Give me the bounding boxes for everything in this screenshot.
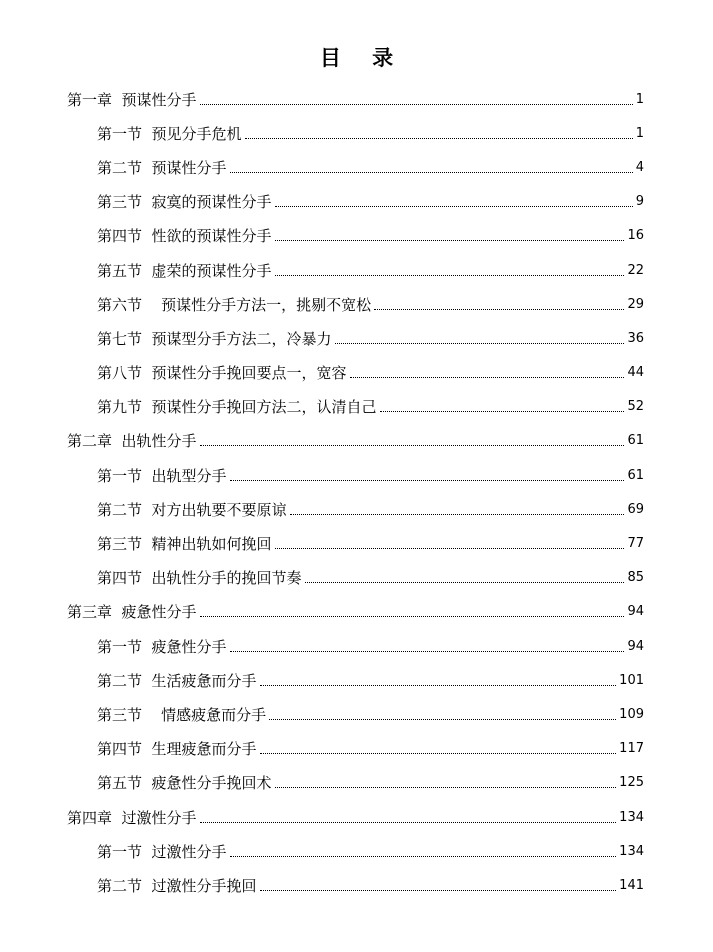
toc-section-entry[interactable] (0, 663, 713, 697)
toc-section-entry[interactable] (0, 526, 713, 560)
toc-entry-label: 第三节 情感疲惫而分手 (97, 705, 267, 724)
toc-entry-label: 第一章 预谋性分手 (67, 90, 197, 109)
toc-page-number: 1 (635, 125, 644, 141)
toc-page-number: 69 (627, 501, 644, 517)
toc-page-number: 134 (619, 809, 644, 825)
toc-entry-label: 第六节 预谋性分手方法一，挑剔不宽松 (97, 295, 372, 314)
toc-page-number: 22 (627, 262, 644, 278)
toc-entry-label: 第一节 疲惫性分手 (97, 637, 227, 656)
toc-dot-leader (230, 172, 633, 173)
toc-entry-label: 第九节 预谋性分手挽回方法二，认清自己 (97, 398, 377, 417)
toc-entry-label: 第二节 生活疲惫而分手 (97, 671, 257, 690)
toc-page-number: 94 (627, 604, 644, 620)
toc-page-number: 109 (619, 706, 644, 722)
toc-section-entry[interactable] (0, 150, 713, 184)
toc-chapter-entry[interactable] (0, 800, 713, 834)
toc-entry-label: 第四章 过激性分手 (67, 808, 197, 827)
toc-page-number: 141 (619, 877, 644, 893)
toc-dot-leader (230, 480, 625, 481)
toc-dot-leader (269, 719, 616, 720)
toc-dot-leader (200, 445, 625, 446)
toc-section-entry[interactable] (0, 868, 713, 902)
toc-dot-leader (305, 582, 625, 583)
toc-section-entry[interactable] (0, 492, 713, 526)
toc-entry-label: 第二节 预谋性分手 (97, 158, 227, 177)
toc-dot-leader (290, 514, 625, 515)
toc-section-entry[interactable] (0, 834, 713, 868)
toc-section-entry[interactable] (0, 390, 713, 424)
table-of-contents (0, 82, 713, 903)
toc-section-entry[interactable] (0, 732, 713, 766)
toc-page-number: 125 (619, 775, 644, 791)
toc-entry-label: 第四节 出轨性分手的挽回节奏 (97, 569, 302, 588)
toc-page-number: 117 (619, 741, 644, 757)
toc-dot-leader (260, 890, 617, 891)
toc-page-number: 1 (635, 91, 644, 107)
toc-dot-leader (275, 206, 633, 207)
toc-section-entry[interactable] (0, 629, 713, 663)
toc-page-number: 94 (627, 638, 644, 654)
toc-dot-leader (230, 651, 625, 652)
toc-entry-label: 第五节 虚荣的预谋性分手 (97, 261, 272, 280)
toc-dot-leader (374, 309, 624, 310)
toc-entry-label: 第二节 对方出轨要不要原谅 (97, 500, 287, 519)
toc-page-number: 101 (619, 672, 644, 688)
toc-section-entry[interactable] (0, 766, 713, 800)
toc-dot-leader (245, 138, 633, 139)
toc-dot-leader (275, 787, 617, 788)
toc-section-entry[interactable] (0, 116, 713, 150)
toc-entry-label: 第三节 寂寞的预谋性分手 (97, 193, 272, 212)
toc-page-number: 52 (627, 399, 644, 415)
toc-page-number: 4 (635, 159, 644, 175)
toc-dot-leader (380, 411, 625, 412)
toc-section-entry[interactable] (0, 253, 713, 287)
toc-section-entry[interactable] (0, 458, 713, 492)
toc-section-entry[interactable] (0, 185, 713, 219)
toc-section-entry[interactable] (0, 356, 713, 390)
toc-page-number: 44 (627, 365, 644, 381)
toc-page-number: 36 (627, 330, 644, 346)
toc-page-number: 85 (627, 570, 644, 586)
toc-section-entry[interactable] (0, 219, 713, 253)
toc-entry-label: 第五节 疲惫性分手挽回术 (97, 774, 272, 793)
toc-page-number: 16 (627, 228, 644, 244)
page-title: 目 录 (319, 46, 406, 70)
toc-dot-leader (260, 685, 617, 686)
toc-dot-leader (200, 822, 617, 823)
toc-page-number: 77 (627, 536, 644, 552)
toc-entry-label: 第七节 预谋型分手方法二，冷暴力 (97, 329, 332, 348)
toc-entry-label: 第一节 过激性分手 (97, 842, 227, 861)
toc-chapter-entry[interactable] (0, 424, 713, 458)
toc-entry-label: 第一节 预见分手危机 (97, 124, 242, 143)
toc-entry-label: 第四节 性欲的预谋性分手 (97, 227, 272, 246)
toc-entry-label: 第八节 预谋性分手挽回要点一，宽容 (97, 364, 347, 383)
toc-chapter-entry[interactable] (0, 82, 713, 116)
toc-dot-leader (275, 240, 625, 241)
toc-dot-leader (230, 856, 617, 857)
toc-page-number: 134 (619, 843, 644, 859)
toc-dot-leader (350, 377, 625, 378)
toc-page-number: 29 (627, 296, 644, 312)
toc-page-number: 9 (635, 194, 644, 210)
toc-entry-label: 第一节 出轨型分手 (97, 466, 227, 485)
toc-entry-label: 第四节 生理疲惫而分手 (97, 740, 257, 759)
toc-page-number: 61 (627, 433, 644, 449)
toc-dot-leader (335, 343, 625, 344)
toc-entry-label: 第三节 精神出轨如何挽回 (97, 535, 272, 554)
toc-dot-leader (200, 104, 633, 105)
toc-entry-label: 第三章 疲惫性分手 (67, 603, 197, 622)
toc-section-entry[interactable] (0, 287, 713, 321)
toc-section-entry[interactable] (0, 561, 713, 595)
toc-dot-leader (275, 275, 625, 276)
toc-page-number: 61 (627, 467, 644, 483)
toc-section-entry[interactable] (0, 697, 713, 731)
toc-dot-leader (260, 753, 617, 754)
toc-dot-leader (275, 548, 625, 549)
toc-entry-label: 第二章 出轨性分手 (67, 432, 197, 451)
toc-section-entry[interactable] (0, 321, 713, 355)
toc-chapter-entry[interactable] (0, 595, 713, 629)
toc-entry-label: 第二节 过激性分手挽回 (97, 876, 257, 895)
toc-dot-leader (200, 616, 625, 617)
